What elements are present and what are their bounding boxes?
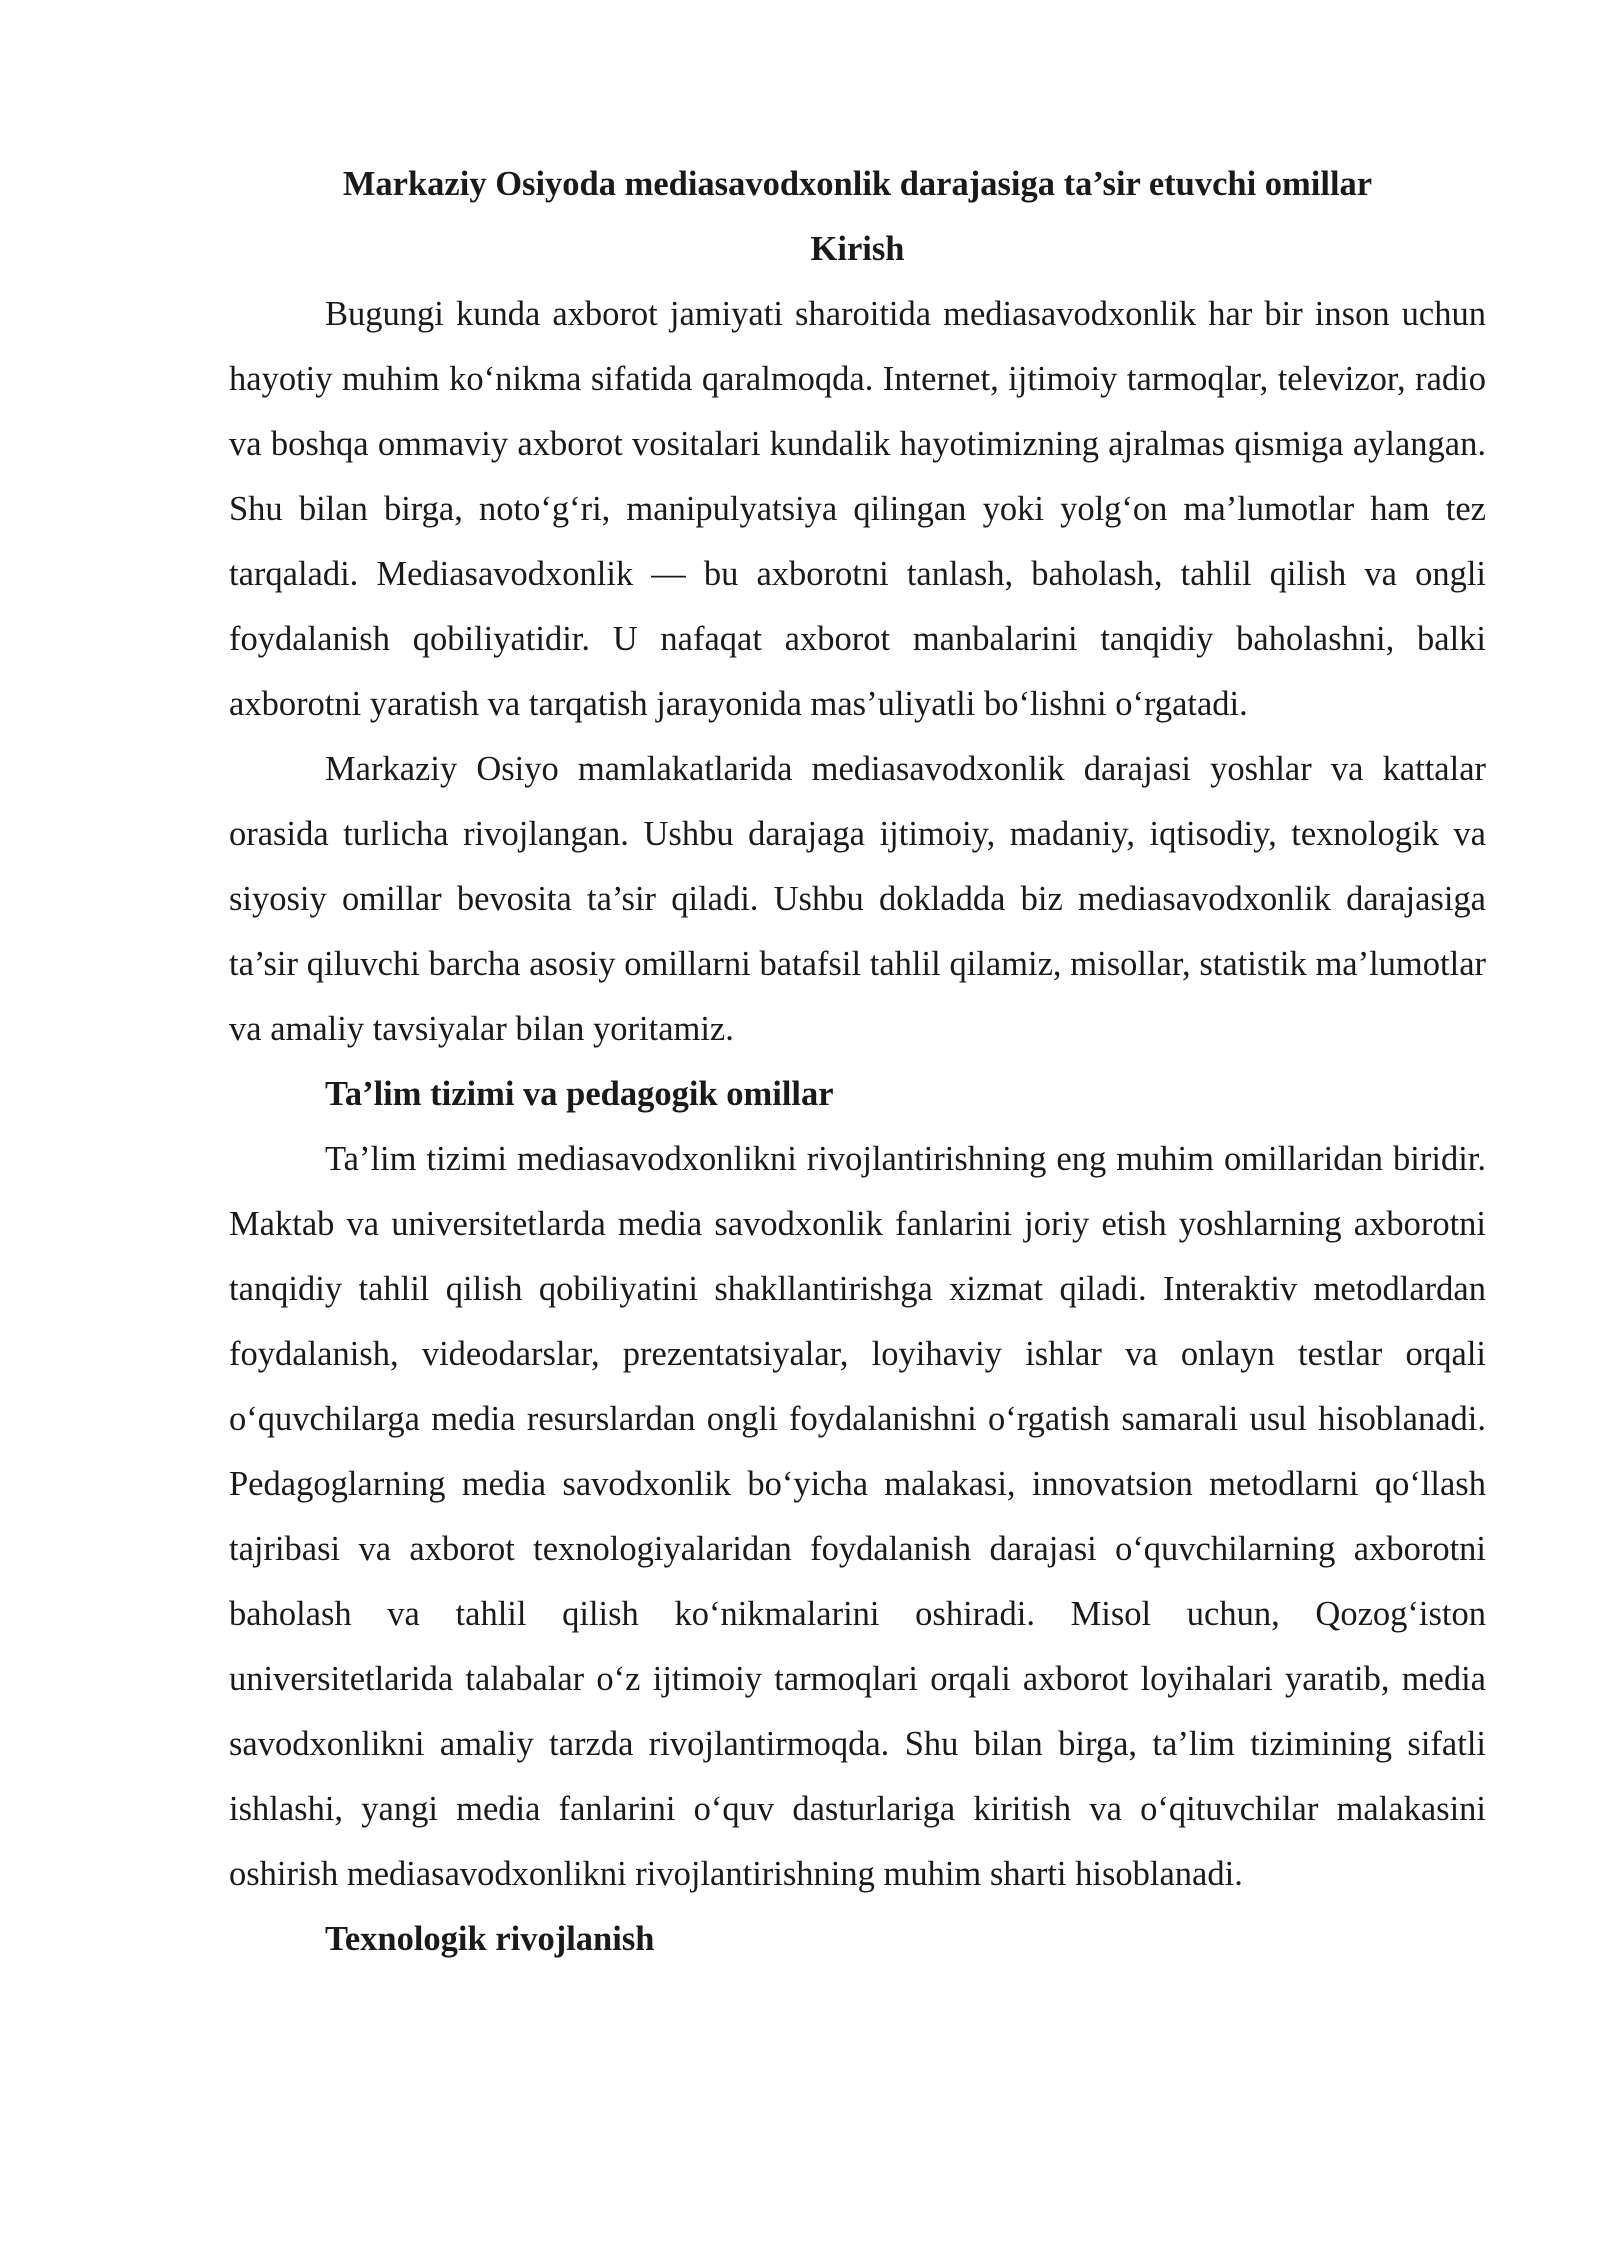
paragraph: Bugungi kunda axborot jamiyati sharoitida mediasavodxonlik har bir inson uchun hayotiy muhim ko‘nikma sifatida qaralmoqda. Internet, ijtimoiy tarmoqlar, televizor, radio va boshqa ommaviy axborot vositalari kundalik hayotimizning ajralmas qismiga aylangan. Shu bilan birga, noto‘g‘ri, manipulyatsiya qilingan yoki yolg‘on ma’lumotlar ham tez tarqaladi. Mediasavodxonlik — bu axborotni tanlash, baholash, tahlil qilish va ongli foydalanish qobiliyatidir. U nafaqat axborot manbalarini tanqidiy baholashni, balki axborotni yaratish va tarqatish jarayonida mas’uliyatli bo‘lishni o‘rgatadi. [229, 295, 1486, 723]
section-heading-intro: Kirish [810, 230, 905, 268]
document-page [229, 152, 1486, 1972]
paragraph: Ta’lim tizimi mediasavodxonlikni rivojlantirishning eng muhim omillaridan biridir. Maktab va universitetlarda media savodxonlik fanlarini joriy etish yoshlarning axborotni tanqidiy tahlil qilish qobiliyatini shakllantirishga xizmat qiladi. Interaktiv metodlardan foydalanish, videodarslar, prezentatsiyalar, loyihaviy ishlar va onlayn testlar orqali o‘quvchilarga media resurslardan ongli foydalanishni o‘rgatish samarali usul hisoblanadi. Pedagoglarning media savodxonlik bo‘yicha malakasi, innovatsion metodlarni qo‘llash tajribasi va axborot texnologiyalaridan foydalanish darajasi o‘quvchilarning axborotni baholash va tahlil qilish ko‘nikmalarini oshiradi. Misol uchun, Qozog‘iston universitetlarida talabalar o‘z ijtimoiy tarmoqlari orqali axborot loyihalari yaratib, media savodxonlikni amaliy tarzda rivojlantirmoqda. Shu bilan birga, ta’lim tizimining sifatli ishlashi, yangi media fanlarini o‘quv dasturlariga kiritish va o‘qituvchilar malakasini oshirish mediasavodxonlikni rivojlantirishning muhim sharti hisoblanadi. [229, 1140, 1486, 1893]
section-heading-education: Ta’lim tizimi va pedagogik omillar [325, 1075, 834, 1113]
paragraph: Markaziy Osiyo mamlakatlarida mediasavodxonlik darajasi yoshlar va kattalar orasida turlicha rivojlangan. Ushbu darajaga ijtimoiy, madaniy, iqtisodiy, texnologik va siyosiy omillar bevosita ta’sir qiladi. Ushbu dokladda biz mediasavodxonlik darajasiga ta’sir qiluvchi barcha asosiy omillarni batafsil tahlil qilamiz, misollar, statistik ma’lumotlar va amaliy tavsiyalar bilan yoritamiz. [229, 750, 1486, 1048]
section-heading-technology: Texnologik rivojlanish [325, 1920, 655, 1958]
document-title: Markaziy Osiyoda mediasavodxonlik darajasiga ta’sir etuvchi omillar [342, 165, 1373, 203]
